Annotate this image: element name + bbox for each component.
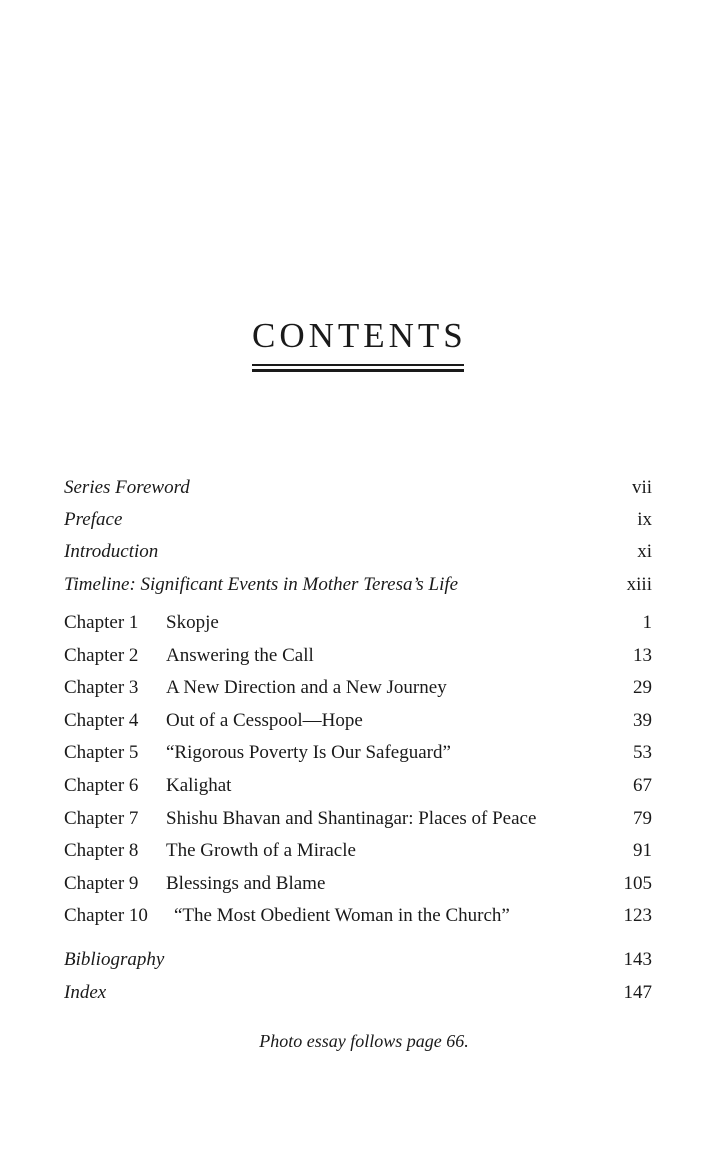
toc-entry-page: vii — [631, 477, 652, 498]
chapter-title: Out of a Cesspool—Hope — [166, 710, 363, 731]
chapter-page: 105 — [623, 873, 652, 894]
chapter-page: 13 — [633, 645, 652, 666]
chapter-number: Chapter 2 — [64, 645, 139, 666]
toc-chapter-1[interactable] — [64, 607, 652, 639]
toc-entry-page: xi — [637, 541, 652, 562]
chapter-number: Chapter 9 — [64, 873, 139, 894]
toc-chapter-7[interactable] — [64, 803, 652, 835]
toc-chapter-10[interactable] — [64, 900, 652, 932]
chapter-number: Chapter 7 — [64, 808, 139, 829]
chapter-number: Chapter 1 — [64, 612, 139, 633]
chapter-number: Chapter 10 — [64, 905, 148, 926]
chapter-page: 67 — [633, 775, 652, 796]
toc-chapter-8[interactable] — [64, 835, 652, 867]
toc-chapter-6[interactable] — [64, 770, 652, 802]
chapter-page: 91 — [633, 840, 652, 861]
chapter-page: 39 — [633, 710, 652, 731]
title-underline-thick — [252, 369, 464, 372]
chapter-title: Skopje — [166, 612, 219, 633]
chapter-number: Chapter 5 — [64, 742, 139, 763]
toc-chapter-4[interactable] — [64, 705, 652, 737]
toc-entry-page: xiii — [626, 574, 652, 595]
toc-entry-preface[interactable] — [64, 504, 652, 536]
toc-entry-index[interactable] — [64, 977, 652, 1009]
chapter-title: “The Most Obedient Woman in the Church” — [174, 905, 510, 926]
toc-entry-timeline[interactable] — [64, 569, 652, 601]
chapter-number: Chapter 4 — [64, 710, 139, 731]
chapter-number: Chapter 8 — [64, 840, 139, 861]
toc-entry-series-foreword[interactable] — [64, 472, 652, 504]
chapter-title: A New Direction and a New Journey — [166, 677, 447, 698]
toc-entry-label: Series Foreword — [64, 477, 190, 498]
toc-entry-label: Timeline: Significant Events in Mother Teresa’s Life — [64, 574, 459, 595]
chapter-page: 1 — [642, 612, 652, 633]
photo-essay-note: Photo essay follows page 66. — [259, 1031, 469, 1051]
chapter-number: Chapter 3 — [64, 677, 139, 698]
title-underline-thin — [252, 364, 464, 366]
toc-entry-label: Introduction — [64, 541, 159, 562]
chapter-title: Shishu Bhavan and Shantinagar: Places of Peace — [166, 808, 537, 829]
toc-entry-page: ix — [637, 509, 652, 530]
toc-chapter-9[interactable] — [64, 868, 652, 900]
chapter-page: 79 — [633, 808, 652, 829]
chapter-title: “Rigorous Poverty Is Our Safeguard” — [166, 742, 451, 763]
toc-chapter-2[interactable] — [64, 640, 652, 672]
chapter-title: The Growth of a Miracle — [166, 840, 356, 861]
toc-entry-page: 143 — [623, 949, 652, 970]
chapter-title: Blessings and Blame — [166, 873, 326, 894]
toc-entry-bibliography[interactable] — [64, 944, 652, 976]
toc-entry-page: 147 — [623, 982, 652, 1003]
chapter-page: 123 — [623, 905, 652, 926]
page-title: CONTENTS — [252, 316, 467, 355]
chapter-title: Kalighat — [166, 775, 232, 796]
chapter-page: 53 — [633, 742, 652, 763]
toc-entry-label: Bibliography — [64, 949, 165, 970]
toc-entry-introduction[interactable] — [64, 536, 652, 568]
chapter-title: Answering the Call — [166, 645, 314, 666]
toc-chapter-3[interactable] — [64, 672, 652, 704]
toc-entry-label: Preface — [64, 509, 123, 530]
chapter-number: Chapter 6 — [64, 775, 139, 796]
toc-entry-label: Index — [64, 982, 107, 1003]
toc-chapter-5[interactable] — [64, 737, 652, 769]
chapter-page: 29 — [633, 677, 652, 698]
